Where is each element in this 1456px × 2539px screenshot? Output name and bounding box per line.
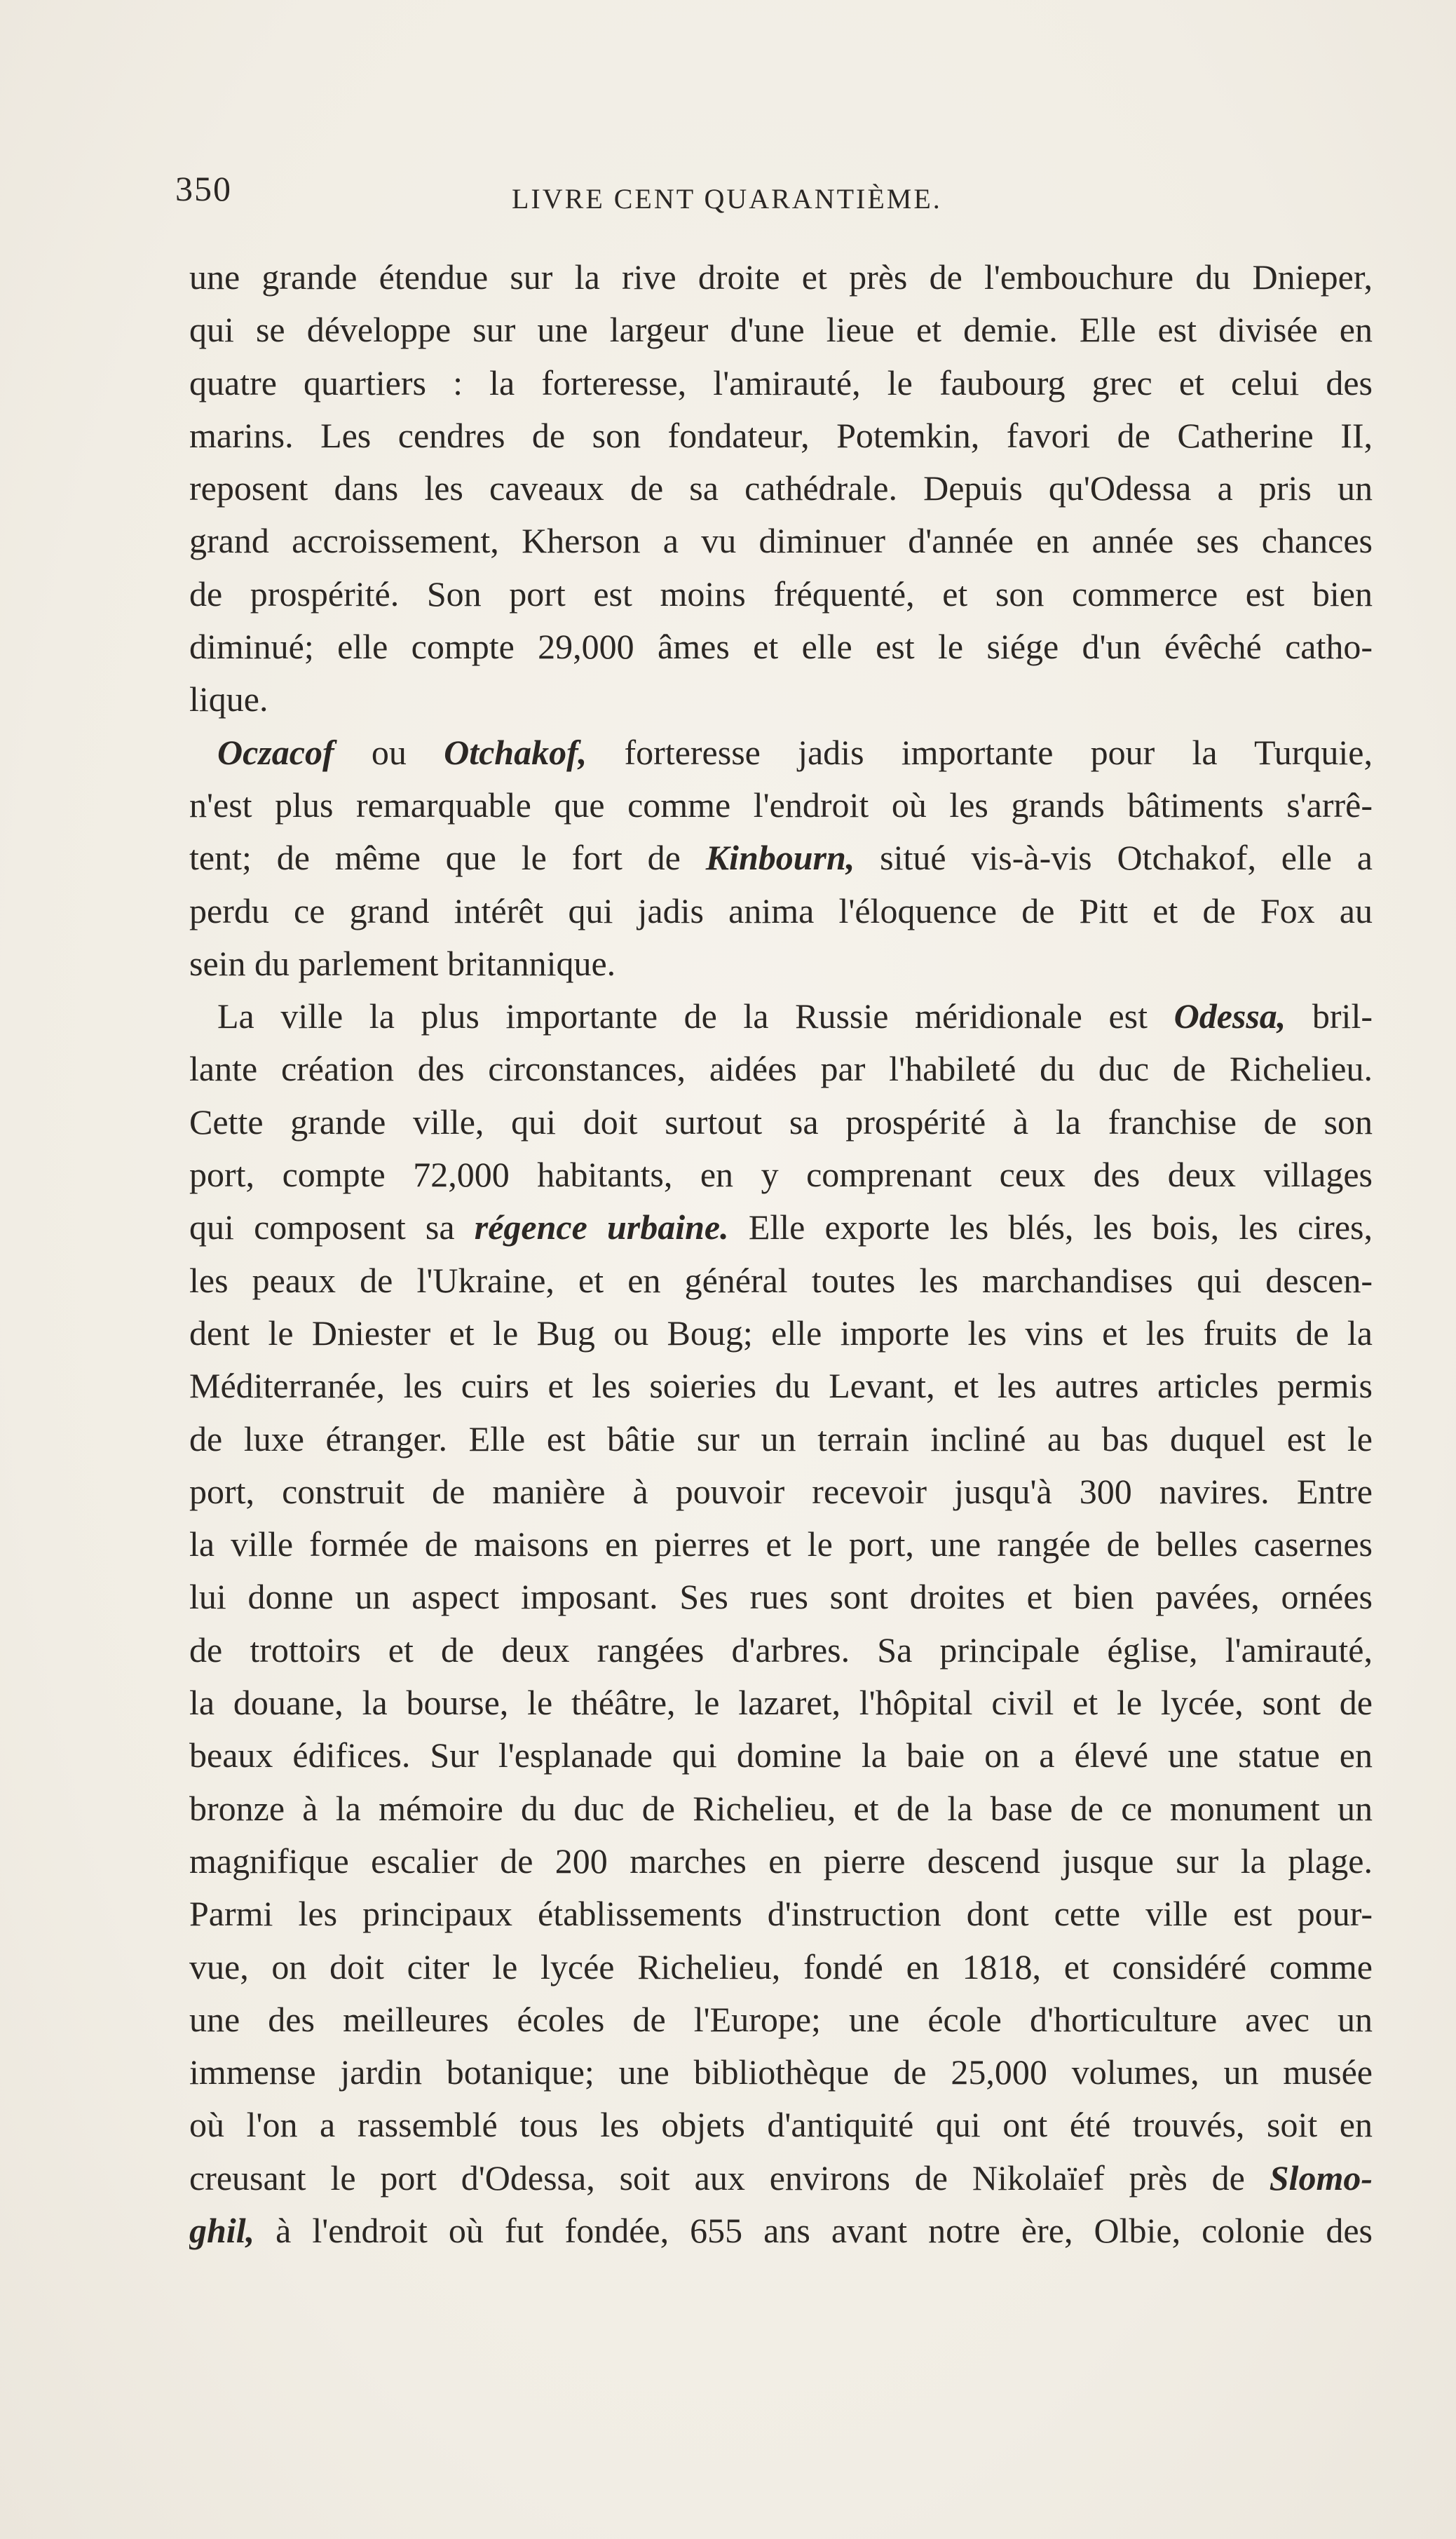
text-segment: forteresse jadis importante pour la Turquie,: [587, 732, 1373, 772]
text-segment: la ville formée de maisons en pierres et le port, une rangée de belles casernes: [189, 1524, 1373, 1564]
text-line: [189, 2046, 1373, 2099]
page-header: [175, 168, 1374, 224]
text-line: [189, 673, 1373, 726]
text-line: [189, 1677, 1373, 1729]
text-segment: grand accroissement, Kherson a vu diminuer d'année en année ses chances: [189, 521, 1373, 561]
text-segment: une grande étendue sur la rive droite et près de l'embouchure du Dnieper,: [189, 257, 1373, 297]
text-segment: une des meilleures écoles de l'Europe; une école d'horticulture avec un: [189, 1999, 1373, 2039]
page-number: 350: [175, 169, 232, 208]
text-line: [189, 304, 1373, 356]
text-segment: à l'endroit où fut fondée, 655 ans avant notre ère, Olbie, colonie des: [254, 2210, 1373, 2250]
text-line: [189, 1624, 1373, 1677]
text-line: [189, 1941, 1373, 1993]
text-line: [189, 2099, 1373, 2151]
text-segment: reposent dans les caveaux de sa cathédrale. Depuis qu'Odessa a pris un: [189, 468, 1373, 508]
text-line: [189, 779, 1373, 832]
text-segment: port, construit de manière à pouvoir recevoir jusqu'à 300 navires. Entre: [189, 1471, 1373, 1511]
text-segment: de luxe étranger. Elle est bâtie sur un terrain incliné au bas duquel est le: [189, 1419, 1373, 1458]
text-segment: de prospérité. Son port est moins fréquenté, et son commerce est bien: [189, 574, 1373, 614]
text-segment: lique.: [189, 679, 268, 719]
text-segment: marins. Les cendres de son fondateur, Potemkin, favori de Catherine II,: [189, 415, 1373, 455]
text-segment: la douane, la bourse, le théâtre, le lazaret, l'hôpital civil et le lycée, sont de: [189, 1683, 1373, 1723]
text-segment: où l'on a rassemblé tous les objets d'antiquité qui ont été trouvés, soit en: [189, 2105, 1373, 2145]
text-line: [189, 885, 1373, 937]
text-line: [189, 251, 1373, 304]
text-segment: Elle exporte les blés, les bois, les cires,: [728, 1207, 1373, 1247]
italic-term: régence urbaine.: [474, 1207, 729, 1247]
text-line: [189, 990, 1373, 1043]
text-line: [189, 357, 1373, 409]
text-line: [189, 1307, 1373, 1360]
italic-term: Slomo-: [1269, 2158, 1373, 2198]
italic-term: Kinbourn,: [705, 838, 855, 878]
text-segment: lui donne un aspect imposant. Ses rues sont droites et bien pavées, ornées: [189, 1577, 1373, 1617]
text-segment: port, compte 72,000 habitants, en y comprenant ceux des deux villages: [189, 1155, 1373, 1195]
text-line: [189, 726, 1373, 779]
text-segment: diminué; elle compte 29,000 âmes et elle est le siége d'un évêché catho-: [189, 627, 1373, 667]
text-line: [189, 462, 1373, 515]
text-segment: vue, on doit citer le lycée Richelieu, fondé en 1818, et considéré comme: [189, 1946, 1373, 1986]
text-line: [189, 621, 1373, 673]
text-segment: creusant le port d'Odessa, soit aux environs de Nikolaïef près de: [189, 2158, 1270, 2198]
text-segment: immense jardin botanique; une bibliothèque de 25,000 volumes, un musée: [189, 2052, 1373, 2092]
text-segment: ou: [334, 732, 444, 772]
text-segment: dent le Dniester et le Bug ou Boug; elle importe les vins et les fruits de la: [189, 1313, 1373, 1353]
text-line: [189, 568, 1373, 621]
text-line: [189, 1729, 1373, 1782]
text-line: [189, 937, 1373, 990]
text-line: [189, 1888, 1373, 1940]
text-segment: les peaux de l'Ukraine, et en général toutes les marchandises qui descen-: [189, 1260, 1373, 1300]
text-segment: beaux édifices. Sur l'esplanade qui domine la baie on a élevé une statue en: [189, 1735, 1373, 1775]
text-segment: magnifique escalier de 200 marches en pierre descend jusque sur la plage.: [189, 1841, 1373, 1881]
text-segment: lante création des circonstances, aidées par l'habileté du duc de Richelieu.: [189, 1049, 1373, 1089]
italic-term: ghil,: [189, 2210, 255, 2250]
text-segment: qui se développe sur une largeur d'une lieue et demie. Elle est divisée en: [189, 310, 1373, 350]
text-segment: tent; de même que le fort de: [189, 838, 706, 878]
text-segment: bril-: [1286, 996, 1373, 1036]
text-line: [189, 1782, 1373, 1835]
text-line: [189, 1043, 1373, 1095]
text-segment: situé vis-à-vis Otchakof, elle a: [855, 838, 1373, 878]
text-line: [189, 1254, 1373, 1307]
text-segment: La ville la plus importante de la Russie méridionale est: [217, 996, 1174, 1036]
text-line: [189, 2205, 1373, 2257]
text-line: [189, 1835, 1373, 1888]
text-segment: perdu ce grand intérêt qui jadis anima l'éloquence de Pitt et de Fox au: [189, 891, 1373, 930]
text-line: [189, 409, 1373, 462]
text-line: [189, 515, 1373, 567]
italic-term: Otchakof,: [444, 732, 587, 772]
text-line: [189, 2152, 1373, 2205]
text-line: [189, 1360, 1373, 1412]
text-line: [189, 1201, 1373, 1254]
text-segment: Cette grande ville, qui doit surtout sa prospérité à la franchise de son: [189, 1102, 1373, 1142]
text-segment: Parmi les principaux établissements d'instruction dont cette ville est pour-: [189, 1894, 1373, 1934]
text-line: [189, 1465, 1373, 1518]
italic-term: Oczacof: [217, 732, 334, 772]
text-segment: Méditerranée, les cuirs et les soieries du Levant, et les autres articles permis: [189, 1366, 1373, 1406]
text-segment: de trottoirs et de deux rangées d'arbres. Sa principale église, l'amirauté,: [189, 1630, 1373, 1670]
text-line: [189, 1571, 1373, 1623]
text-line: [189, 832, 1373, 884]
text-segment: sein du parlement britannique.: [189, 943, 616, 983]
text-segment: qui composent sa: [189, 1207, 475, 1247]
text-line: [189, 1518, 1373, 1571]
text-segment: bronze à la mémoire du duc de Richelieu, et de la base de ce monument un: [189, 1788, 1373, 1828]
text-line: [189, 1096, 1373, 1149]
italic-term: Odessa,: [1173, 996, 1286, 1036]
text-segment: n'est plus remarquable que comme l'endroit où les grands bâtiments s'arrê-: [189, 785, 1373, 825]
body-text: [189, 251, 1373, 2257]
text-line: [189, 1413, 1373, 1465]
text-line: [189, 1993, 1373, 2046]
text-segment: quatre quartiers : la forteresse, l'amirauté, le faubourg grec et celui des: [189, 363, 1373, 402]
running-head: LIVRE CENT QUARANTIÈME.: [512, 183, 942, 215]
text-line: [189, 1149, 1373, 1201]
